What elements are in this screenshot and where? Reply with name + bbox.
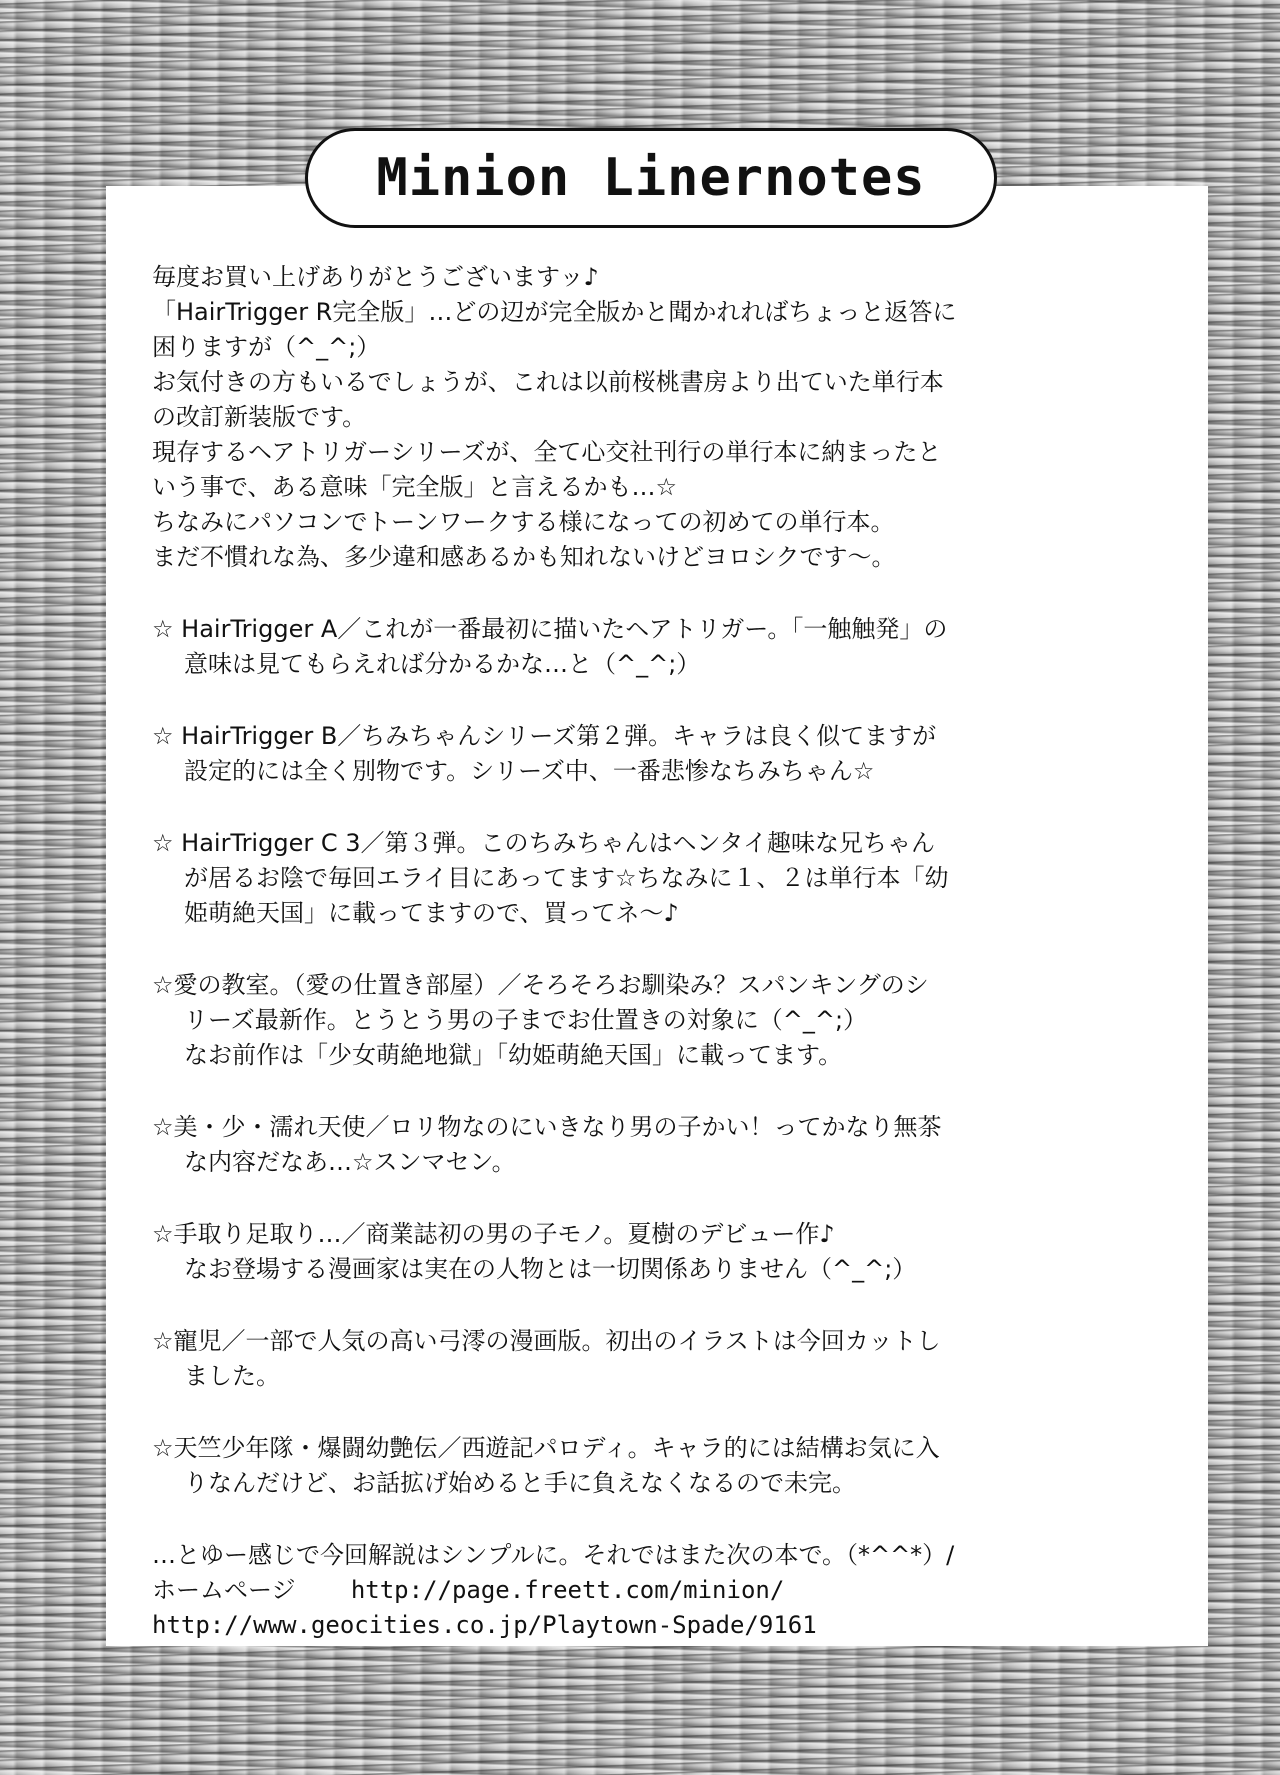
entry-line: ☆ HairTrigger C 3／第３弾。このちみちゃんはヘンタイ趣味な兄ちゃん <box>152 829 936 857</box>
entry-line: なお前作は「少女萌絶地獄」「幼姫萌絶天国」に載ってます。 <box>184 1041 843 1069</box>
linernotes-body <box>152 260 1162 1643</box>
page-title: Minion Linernotes <box>376 148 926 208</box>
entry-ai-no-kyoushitsu <box>152 968 1162 1073</box>
intro-line: 現存するヘアトリガーシリーズが、全て心交社刊行の単行本に納まったと <box>152 438 942 466</box>
closing-line: …とゆー感じで今回解説はシンプルに。それではまた次の本で。（*^^*）/ <box>152 1541 955 1569</box>
entry-line: 姫萌絶天国」に載ってますので、買ってネ～♪ <box>184 899 679 927</box>
entry-line: な内容だなあ…☆スンマセン。 <box>184 1148 516 1176</box>
entry-bi-shou-nure-tenshi <box>152 1110 1162 1180</box>
entry-line: ☆寵児／一部で人気の高い弓澪の漫画版。初出のイラストは今回カットし <box>152 1327 941 1355</box>
intro-section <box>152 260 1162 575</box>
entry-tenjiku-shounentai <box>152 1431 1162 1501</box>
entry-line: リーズ最新作。とうとう男の子までお仕置きの対象に（^_^;） <box>184 1006 868 1034</box>
closing-section <box>152 1538 1162 1643</box>
entry-hairtrigger-b <box>152 719 1162 789</box>
title-banner <box>305 128 997 228</box>
entry-line: 設定的には全く別物です。シリーズ中、一番悲惨なちみちゃん☆ <box>184 757 875 785</box>
entry-line: ☆愛の教室。（愛の仕置き部屋）／そろそろお馴染み？スパンキングのシ <box>152 971 929 999</box>
intro-line: まだ不慣れな為、多少違和感あるかも知れないけどヨロシクです～。 <box>152 543 896 571</box>
intro-line: いう事で、ある意味「完全版」と言えるかも…☆ <box>152 473 678 501</box>
entry-line: ☆手取り足取り…／商業誌初の男の子モノ。夏樹のデビュー作♪ <box>152 1220 835 1248</box>
intro-line: 「HairTrigger R完全版」…どの辺が完全版かと聞かれればちょっと返答に <box>152 298 957 326</box>
entry-hairtrigger-c3 <box>152 826 1162 931</box>
entry-line: ☆ HairTrigger B／ちみちゃんシリーズ第２弾。キャラは良く似てますが <box>152 722 937 750</box>
intro-line: の改訂新装版です。 <box>152 403 367 431</box>
entry-tetori-ashitori <box>152 1217 1162 1287</box>
entry-line: ました。 <box>184 1362 280 1390</box>
entry-line: りなんだけど、お話拡げ始めると手に負えなくなるので未完。 <box>184 1469 856 1497</box>
entry-line: ☆天竺少年隊・爆闘幼艶伝／西遊記パロディ。キャラ的には結構お気に入 <box>152 1434 940 1462</box>
entry-hairtrigger-a <box>152 612 1162 682</box>
homepage-url: http://page.freett.com/minion/ <box>350 1576 785 1604</box>
entry-line: ☆美・少・濡れ天使／ロリ物なのにいきなり男の子かい！ってかなり無茶 <box>152 1113 942 1141</box>
geocities-url: http://www.geocities.co.jp/Playtown-Spade/9161 <box>152 1611 817 1639</box>
entry-line: 意味は見てもらえれば分かるかな…と（^_^;） <box>184 650 701 678</box>
homepage-label: ホームページ <box>152 1576 296 1604</box>
entry-line: なお登場する漫画家は実在の人物とは一切関係ありません（^_^;） <box>184 1255 917 1283</box>
intro-line: お気付きの方もいるでしょうが、これは以前桜桃書房より出ていた単行本 <box>152 368 944 396</box>
intro-line: ちなみにパソコンでトーンワークする様になっての初めての単行本。 <box>152 508 895 536</box>
entry-line: ☆ HairTrigger A／これが一番最初に描いたヘアトリガー。「一触触発」の <box>152 615 948 643</box>
entry-chouji <box>152 1324 1162 1394</box>
intro-line: 困りますが（^_^;） <box>152 333 381 361</box>
entry-line: が居るお陰で毎回エライ目にあってます☆ちなみに１、２は単行本「幼 <box>184 864 949 892</box>
intro-line: 毎度お買い上げありがとうございますッ♪ <box>152 263 599 291</box>
homepage-line <box>152 1573 1162 1608</box>
